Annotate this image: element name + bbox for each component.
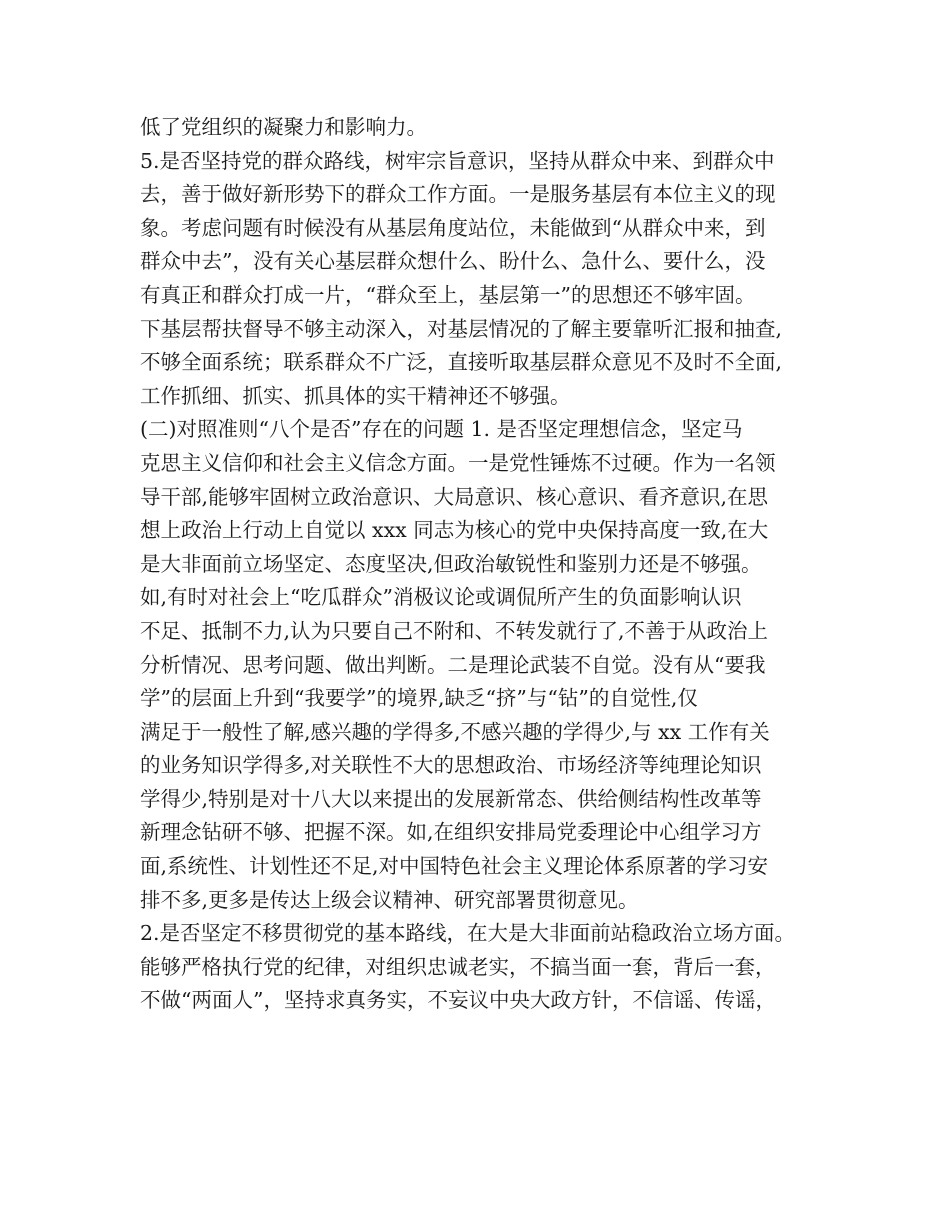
- text-line: 克思主义信仰和社会主义信念方面。一是党性锤炼不过硬。作为一名领: [140, 450, 776, 475]
- text-line: 满足于一般性了解,感兴趣的学得多,不感兴趣的学得少,与 xx 工作有关: [140, 719, 770, 744]
- text-line: (二)对照准则“八个是否”存在的问题 1. 是否坚定理想信念，坚定马: [140, 417, 743, 442]
- text-line: 排不多,更多是传达上级会议精神、研究部署贯彻意见。: [140, 887, 639, 912]
- text-line: 能够严格执行党的纪律，对组织忠诚老实，不搞当面一套，背后一套，: [140, 954, 776, 979]
- text-line: 学得少,特别是对十八大以来提出的发展新常态、供给侧结构性改革等: [140, 786, 762, 811]
- text-line: 想上政治上行动上自觉以 xxx 同志为核心的党中央保持高度一致,在大: [140, 518, 769, 543]
- text-line: 5.是否坚持党的群众路线，树牢宗旨意识，坚持从群众中来、到群众中: [140, 148, 775, 173]
- text-line: 的业务知识学得多,对关联性不大的思想政治、市场经济等纯理论知识: [140, 753, 762, 778]
- text-line: 2.是否坚定不移贯彻党的基本路线，在大是大非面前站稳政治立场方面。: [140, 921, 796, 946]
- text-line: 有真正和群众打成一片，“群众至上，基层第一”的思想还不够牢固。: [140, 282, 756, 307]
- text-line: 不够全面系统；联系群众不广泛，直接听取基层群众意见不及时不全面,: [140, 350, 783, 375]
- text-line: 新理念钻研不够、把握不深。如,在组织安排局党委理论中心组学习方: [140, 820, 762, 845]
- text-line: 学”的层面上升到“我要学”的境界,缺乏“挤”与“钻”的自觉性,仅: [140, 686, 698, 711]
- text-line: 象。考虑问题有时候没有从基层角度站位，未能做到“从群众中来，到: [140, 215, 766, 240]
- document-body: [140, 111, 830, 1018]
- text-line: 去，善于做好新形势下的群众工作方面。一是服务基层有本位主义的现: [140, 182, 776, 207]
- text-line: 分析情况、思考问题、做出判断。二是理论武装不自觉。没有从“要我: [140, 652, 766, 677]
- text-line: 低了党组织的凝聚力和影响力。: [140, 115, 427, 139]
- text-line: 群众中去”，没有关心基层群众想什么、盼什么、急什么、要什么，没: [140, 249, 766, 274]
- text-line: 如,有时对社会上“吃瓜群众”消极议论或调侃所产生的负面影响认识: [140, 585, 742, 610]
- text-line: 不足、抵制不力,认为只要自己不附和、不转发就行了,不善于从政治上: [140, 618, 769, 643]
- text-line: 面,系统性、计划性还不足,对中国特色社会主义理论体系原著的学习安: [140, 854, 769, 879]
- text-line: 是大非面前立场坚定、态度坚决,但政治敏锐性和鉴别力还是不够强。: [140, 551, 762, 576]
- text-line: 工作抓细、抓实、抓具体的实干精神还不够强。: [140, 383, 571, 408]
- text-line: 导干部,能够牢固树立政治意识、大局意识、核心意识、看齐意识,在思: [140, 484, 769, 509]
- text-line: 下基层帮扶督导不够主动深入，对基层情况的了解主要靠听汇报和抽查,: [140, 316, 783, 341]
- text-line: 不做“两面人”，坚持求真务实，不妄议中央大政方针，不信谣、传谣，: [140, 988, 776, 1013]
